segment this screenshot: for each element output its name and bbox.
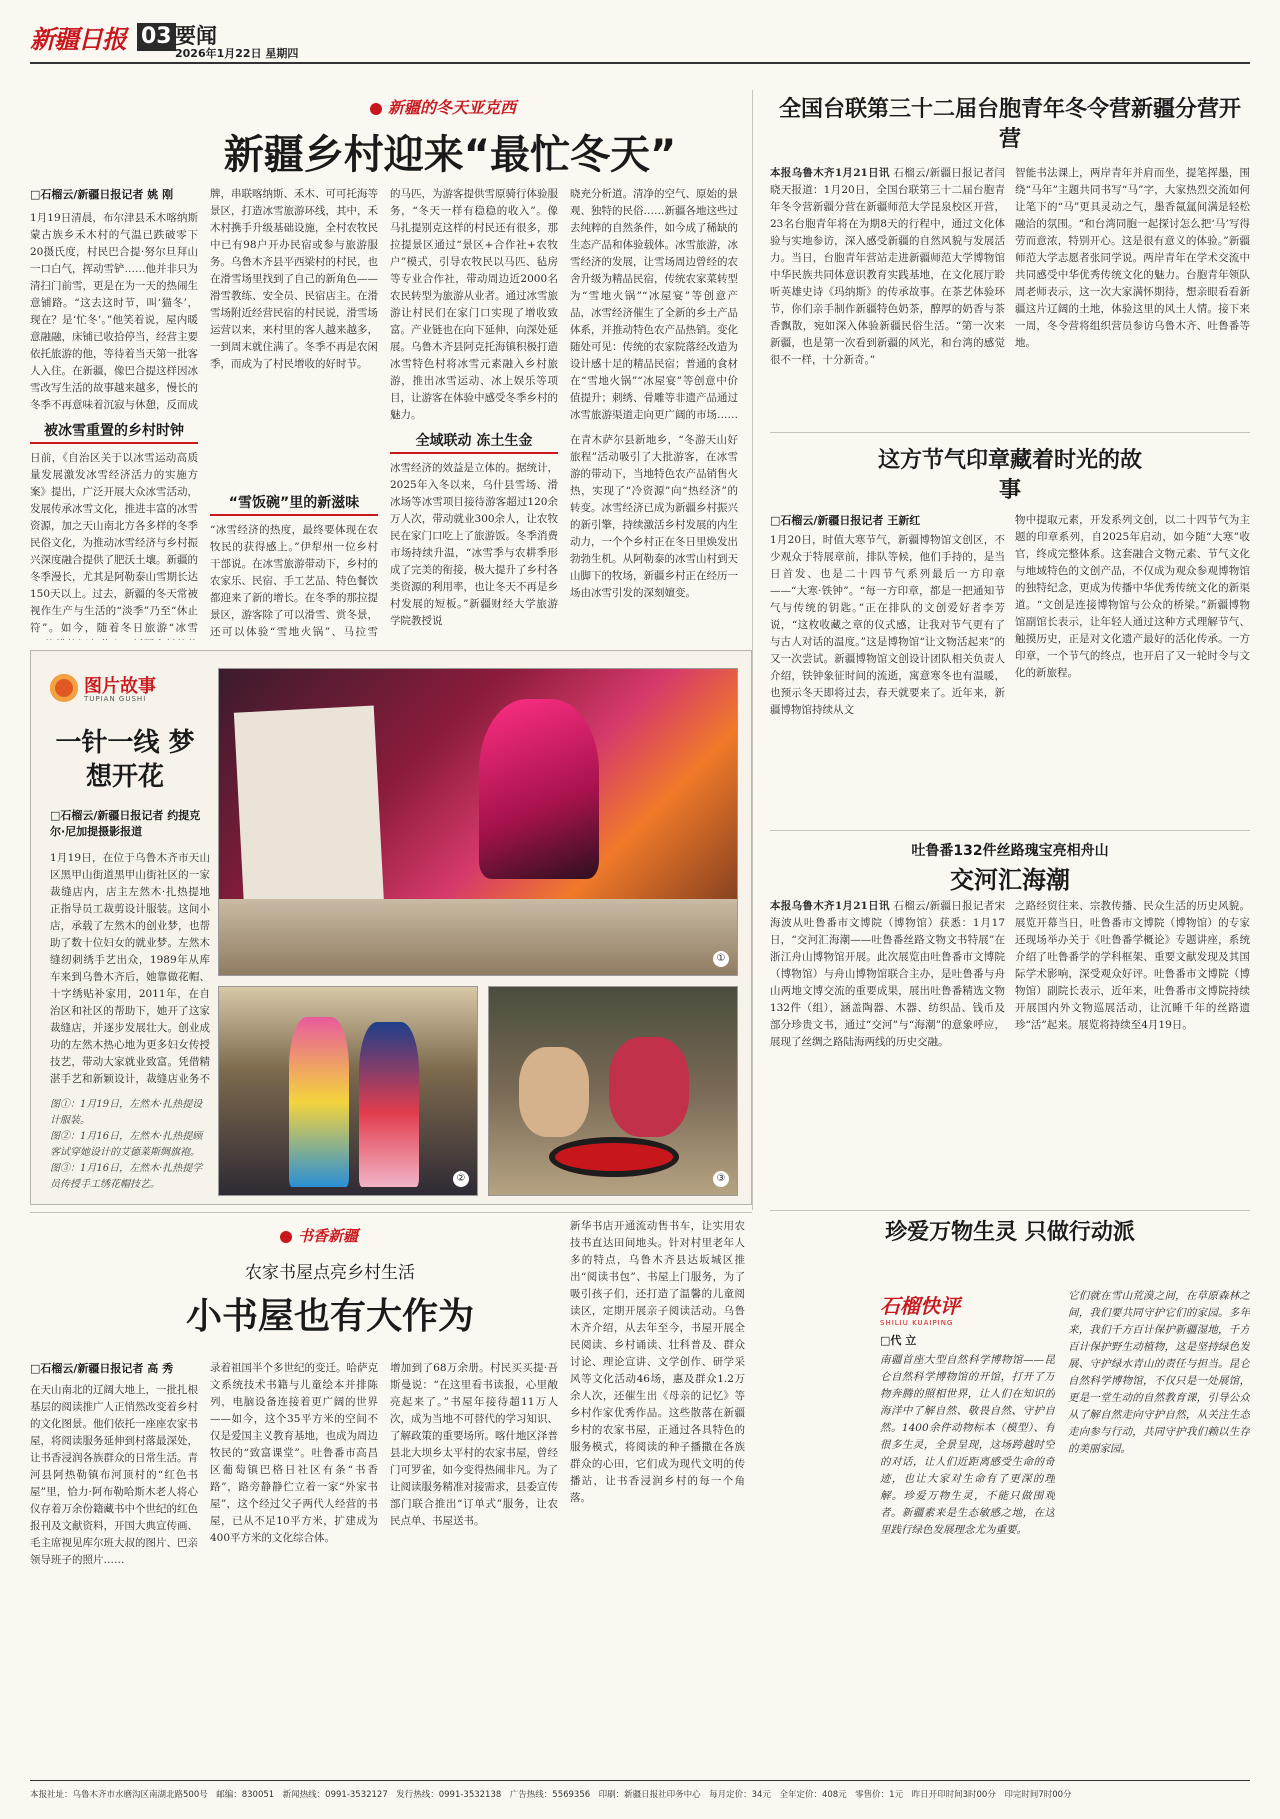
photo-2-number: ② <box>453 1171 469 1187</box>
right-top-col2: 智能书法课上，两岸青年并肩而坐，提笔挥墨，围绕“马年”主题共同书写“马”字，大家热烈交流如何让笔下的“马”更具灵动之气，墨香氤氲间满是轻松融洽的氛围。“和台湾同胞一起探讨怎么把‘马’写得劳而意浓，特别开心。这是很有意义的体验。”新疆师范大学志愿者张同学说。两岸青年在学术交流中共同感受中华优秀传统文化的魅力。台胞青年领队周老师表示，这一次大家满怀期待，想亲眼看看新疆这片辽阔的土地，体验这里的风土人情。接下来一周，冬令营将组织营员参访乌鲁木齐、吐鲁番等地。 <box>1015 167 1250 349</box>
right-bottom-col2: 它们就在雪山荒漠之间，在草原森林之间，我们要共同守护它们的家园。多年来，我们千方百计保护新疆湿地，千方百计保护野生动植物，这是坚持绿色发展、守护绿水青山的责任与担当。昆仑自然科学博物馆，不仅只是一处展馆，更是一堂生动的自然教育课，引导公众从了解自然走向守护自然，从关注生态走向参与行动，共同守护我们赖以生存的美丽家园。 <box>1068 1290 1250 1455</box>
footer-info: 本报社址：乌鲁木齐市水磨沟区南湖北路500号 邮编：830051 新闻热线：0991-3532127 发行热线：0991-3532138 广告热线：5569356 印刷：新疆日报社印务中心 每月定价：34元 全年定价：408元 零售价：1元 昨日开印时间3时00分 印完时间7时00分 <box>30 1790 1072 1800</box>
book-story-headline: 小书屋也有大作为 <box>185 1296 474 1337</box>
right-mid-byline: □石榴云/新疆日报记者 王新红 <box>770 514 921 527</box>
main-subhead-2: “雪饭碗”里的新滋味 <box>228 495 360 511</box>
student-figure <box>519 1047 589 1137</box>
photo-story-brand-en: TUPIAN GUSHI <box>84 695 147 703</box>
issue-date: 2026年1月22日 星期四 <box>175 47 299 60</box>
right-top-headline: 全国台联第三十二届台胞青年冬令营新疆分营开营 <box>778 97 1241 152</box>
column-name: 石榴快评 <box>880 1294 960 1318</box>
caption-2: 图②：1月16日，左然木·扎热提顾客试穿她设计的艾德莱斯绸旗袍。 <box>50 1131 203 1158</box>
right-top-col1: 本报乌鲁木齐1月21日讯 石榴云/新疆日报记者闫晓天报道：1月20日，全国台联第三十二届台胞青年冬令营新疆分营在新疆师范大学昆泉校区开营，23名台胞青年将在为期8天的行程中，通过文化体验与实地参访，深入感受新疆的自然风貌与发展活力。当日，台胞青年营站走进新疆师范大学博物馆中华民族共同体意识教育实践基地，在文化展厅聆听英雄史诗《玛纳斯》的传承故事。在茶艺体验环节，你们亲手制作新疆特色奶茶，醇厚的奶香与茶香飘散，宛如深入体验新疆民俗生活。“第一次来新疆，也是第一次看到新疆的风光，和台湾的感觉很不一样，十分新奇。” <box>770 167 1005 366</box>
caption-1: 图①：1月19日，左然木·扎热提设计服装。 <box>50 1099 203 1126</box>
book-story-byline: □石榴云/新疆日报记者 高 秀 <box>30 1362 174 1375</box>
main-col3b: 冰雪经济的效益是立体的。据统计，2025年入冬以来，乌什县雪场、滑冰场等冰雪项目接待游客超过120余万人次，带动就业300余人，让农牧民在家门口吃上了旅游饭。冬季消费市场持续升温，“冰雪季与农耕季形成了完美的衔接，极大提升了乡村各类资源的利用率，也让冬天不再是乡村发展的短板。”新疆财经大学旅游学院教授说 <box>390 462 558 627</box>
main-col4b: 在青木萨尔县新地乡，“冬游天山好旅程”活动吸引了大批游客，在冰雪游的带动下，当地特色农产品销售火热，实现了“冷资源”向“热经济”的转变。冰雪经济已成为新疆乡村振兴的新引擎，持续激活乡村发展的内生动力，一个个乡村正在冬日里焕发出勃勃生机。从阿勒泰的冰雪山村到天山脚下的牧场，新疆乡村正在经历一场由冰雪引发的深刻嬗变。 <box>570 434 738 599</box>
right-bottom-headline: 珍爱万物生灵 只做行动派 <box>885 1220 1135 1245</box>
photo-story-headline: 一针一线 梦想开花 <box>55 728 195 792</box>
photo-story-brand-cn: 图片故事 <box>84 676 156 697</box>
dress-figure-2 <box>359 1022 419 1187</box>
book-col1: 在天山南北的辽阔大地上，一批扎根基层的阅读推广人正悄然改变着乡村的文化图景。他们依托一座座农家书屋，将阅读服务延伸到村落最深处，让书香浸润各族群众的日常生活。青河县阿热勒镇布河顶村的“红色书屋”里，恰力·阿布勒哈斯木老人将心仪存着万余份籍藏书中个世纪的红色报刊及文献资料，开国大典宣传画、毛主席视见库尔班大叔的图片、巴亲领导班子的照片…… <box>30 1384 198 1566</box>
main-col4: 晓充分析道。清净的空气、原始的景观、独特的民俗……新疆各地这些过去纯粹的自然条件，如今成了稀缺的生态产品和体验载体。冰雪旅游，冰雪经济的发展，让雪场周边曾经的农舍升级为精品民宿，传统农家菜转型为“雪地火锅”“冰屋宴”等创意产品，冰雪经济催生了全新的乡土产品体系，并推动特色农产品热销。变化随处可见：传统的农家院落经改造为设计感十足的精品民宿；普通的食材在“雪地火锅”“冰屋宴”等创意中价值提升；刺绣、骨雕等非遗产品通过冰雪旅游渠道走向更广阔的市场…… <box>570 188 738 421</box>
main-col2b: “冰雪经济的热度，最终要体现在农牧民的获得感上。”伊犁州一位乡村干部说。在冰雪旅游带动下，乡村的农家乐、民宿、手工艺品、特色餐饮都迎来了新的增长。在冬季的那拉提景区，游客除了可以滑雪、赏冬景，还可以体验“雪地火锅”、马拉雪 <box>210 524 378 638</box>
photo-story-brand <box>50 672 200 708</box>
book-col4: 新华书店开通流动售书车，让实用农技书直达田间地头。针对村里老年人多的特点，乌鲁木齐县达坂城区推出“阅读书包”、书屋上门服务，为了吸引孩子们，还打造了温馨的儿童阅读区，定期开展亲子阅读活动。乌鲁木齐介绍，从去年至今，书屋开展全民阅读、乡村诵读、壮科普及、群众讨论、理论宣讲、文学创作、研学采风等文化活动46场，惠及群众1.2万余人次，还催生出《母亲的记忆》等乡村作家优秀作品。这些散落在新疆乡村的农家书屋，正通过各具特色的服务模式，将阅读的种子播撒在各族群众的心田，它们成为现代文明的传播站，让书香浸润乡村的每一个角落。 <box>570 1220 745 1504</box>
right-bottom-byline: □代 立 <box>880 1334 917 1347</box>
right-low-kicker: 吐鲁番132件丝路瑰宝亮相舟山 <box>911 843 1109 859</box>
photo-story-text: 1月19日，在位于乌鲁木齐市天山区黑甲山街道黑甲山街社区的一家裁缝店内，店主左然木·扎热提地正指导员工裁剪设计服装。这间小店，承载了左然木的创业梦，也帮助了数十位妇女的就业梦。左然木缝纫刺绣手艺出众，1989年从库车来到乌鲁木齐后，她靠做花帽、十字绣贴补家用，2011年，在自治区和社区的帮助下，她开了这家裁缝店，并逐步发展壮大。创业成功的左然木热心地为更多妇女传授技艺，带动大家就业致富。凭借精湛手艺和新颖设计，裁缝店业务不 <box>50 852 210 1085</box>
right-low-col1: 本报乌鲁木齐1月21日讯 石榴云/新疆日报记者宋海波从吐鲁番市文博院（博物馆）获悉：1月17日，“交河汇海潮——吐鲁番丝路文物文书特展”在浙江舟山博物馆开展。此次展览由吐鲁番市文博院（博物馆）与舟山博物馆联合主办，是吐鲁番与舟山两地文博交流的重要成果，展出吐鲁番精选文物132件（组），涵盖陶器、木器、纺织品、钱币及部分珍贵文书，通过“交河”与“海潮”的意象呼应，展现了丝绸之路陆海两线的历史交融。 <box>770 900 1005 1048</box>
photo-2 <box>218 986 478 1196</box>
photo-story-byline: □石榴云/新疆日报记者 约提克尔·尼加提摄影报道 <box>50 809 201 838</box>
right-mid-col2: 物中提取元素，开发系列文创，以二十四节气为主题的印章系列，自2025年启动，如今随“大寒”收官，终成完整体系。这套融合文物元素、节气文化与地域特色的文创产品，不仅成为观众参观博物馆的独特纪念，更成为传播中华优秀传统文化的新渠道。“文创是连接博物馆与公众的桥梁。”新疆博物馆副馆长表示，让年轻人通过这种方式理解节气、触摸历史，正是对文化遗产最好的活化传承。一方印章，一个节气的终点，也开启了又一轮时令与文化的新旅程。 <box>1015 514 1250 679</box>
dress-figure-1 <box>289 1017 349 1187</box>
camera-icon <box>50 674 78 702</box>
main-headline: 新疆乡村迎来“最忙冬天” <box>223 132 677 178</box>
right-bottom-col1: 南疆首座大型自然科学博物馆——昆仑自然科学博物馆的开馆，打开了万物奔腾的照相世界，让人们在知识的海洋中了解自然、敬畏自然、守护自然。1400余件动物标本（模型）、有很多生灵，全景呈现，这场跨越时空的对话，让人们近距离感受生命的奇迹，也让大家对生命有了更深的理解。珍爱万物生灵，不能只做围观者。新疆素来是生态敏感之地，在这里践行绿色发展理念尤为重要。 <box>880 1354 1055 1536</box>
right-low-headline: 交河汇海潮 <box>950 866 1070 894</box>
main-subhead-3: 全域联动 冻土生金 <box>415 433 533 449</box>
page-number: 03 <box>137 23 176 51</box>
teacher-figure <box>609 1037 689 1137</box>
main-col2: 牌，串联喀纳斯、禾木、可可托海等景区，打造冰雪旅游环线，其中，禾木村携手升级基础设施，全村农牧民中已有98户开办民宿或参与旅游服务。乌鲁木齐县平西梁村的村民，也在滑雪场里找到了自己的新角色——滑雪教练、安全员、民宿店主。在滑雪场附近经营民宿的村民说，滑雪场运营以来，来村里的客人越来越多，一到周末就住满了。冬季不再是农闲季，而成为了村民增收的好时节。 <box>210 188 378 370</box>
newspaper-logo: 新疆日报 <box>30 25 127 54</box>
main-story-kicker: 新疆的冬天亚克西 <box>370 95 516 118</box>
section-title: 要闻 <box>175 24 217 48</box>
book-col2: 录着祖国半个多世纪的变迁。哈萨克文系统技术书籍与儿童绘本并排陈列，电脑设备连接着更广阔的世界——如今，这个35平方米的空间不仅是爱国主义教育基地，也成为周边牧民的“致富课堂”。吐鲁番市高昌区葡萄镇巴格日社区有条“书香路”，路旁静静伫立着一家“外家书屋”，这个经过父子两代人经营的书屋，已从不足10平方米，扩建成为400平方米的文化综合体。 <box>210 1362 378 1544</box>
main-byline: □石榴云/新疆日报记者 姚 刚 <box>30 188 174 201</box>
main-col1b: 日前，《自治区关于以冰雪运动高质量发展激发冰雪经济活力的实施方案》提出，广泛开展大众冰雪活动，发展传承冰雪文化，推进丰富的冰雪资源，加之天山南北方各多样的冬季民俗文化，为推动冰雪经济与乡村振兴深度融合提供了肥沃土壤。新疆的冬季漫长，尤其是阿勒泰山雪期长达150天以上。过去，新疆的冬天常被视作生产与生活的“淡季”乃至“休止符”。如今，随着冬日旅游“冰雪 <box>30 452 198 634</box>
right-mid-headline: 这方节气印章藏着时光的故事 <box>877 448 1142 503</box>
column-en: SHILIU KUAIPING <box>880 1319 954 1327</box>
right-low-lead: 本报乌鲁木齐1月21日讯 <box>770 900 890 912</box>
right-low-col2: 之路经贸往来、宗教传播、民众生活的历史风貌。展览开幕当日，吐鲁番市文博院（博物馆）的专家还现场举办关于《吐鲁番学概论》专题讲座，系统介绍了吐鲁番学的学科框架、重要文献发现及其国际学术影响，深受观众好评。吐鲁番市文博院（博物馆）副院长表示，近年来，吐鲁番市文博院持续开展国内外文物巡展活动，让沉睡千年的丝路遗珍“活”起来。展览将持续至4月19日。 <box>1015 900 1250 1031</box>
book-story-subhead: 农家书屋点亮乡村生活 <box>245 1263 415 1283</box>
caption-3: 图③：1月16日，左然木·扎热提学员传授手工绣花帽技艺。 <box>50 1163 203 1190</box>
main-col3: 的马匹，为游客提供雪原骑行体验服务，“冬天一样有稳稳的收入”。像马扎提别克这样的村民还有很多，那拉提景区通过“景区+合作社+农牧户”模式，引导农牧民以马匹、毡房等专业合作社，带动周边近2000名农民转型为旅游从业者。通过冰雪旅游让村民们在家门口实现了增收致富。产业链也在向下延伸，向深处延展。乌鲁木齐县阿克托海镇积极打造冰雪特色村将冰雪元素融入乡村旅游，推出冰雪运动、冰上娱乐等项目，让游客在体验中感受冬季乡村的魅力。 <box>390 188 558 421</box>
main-col1: 1月19日清晨，布尔津县禾木喀纳斯蒙古族乡禾木村的气温已跌破零下20摄氏度，村民巴合提·努尔旦拜山一口白气，挥动雪铲……他并非只为清扫门前雪，更是在为一天的热闹生意铺路。“这去这时节，叫‘猫冬’，现在？是‘忙冬’。”他笑着说，屋内暖意融融，床铺已收拾停当，经营主要依托旅游的他，等待着当天第一批客人入住。在新疆，像巴合提这样因冰雪改写生活的故事越来越多，慢长的冬季不再意味着沉寂与休憩，反而成 <box>30 212 198 410</box>
photo-captions <box>50 1097 210 1197</box>
book-col3: 增加到了68万余册。村民买买提·吾斯曼说：“在这里看书读报，心里敞亮起来了。”书屋年接待超11万人次，成为当地不可替代的学习知识、了解政策的重要场所。喀什地区泽普县北大坝乡太平村的农家书屋，曾经门可罗雀，如今变得热闹非凡。为了让阅读服务精准对接需求，县委宣传部门联合推出“订单式”服务，让农民点单、书屋送书。 <box>390 1362 558 1527</box>
designer-figure <box>479 699 599 879</box>
right-mid-col1: 1月20日，时值大寒节气，新疆博物馆文创区，不少观众于特展章前，排队等候，他们手持的，是当日首发、也是二十四节气系列最后一方印章——“大寒·铁钟”。“每一方印章，都是一把通知节气与传统的钥匙。”正在排队的文创爱好者李芳说，“这枚收藏之章的仪式感，让我对节气更有了与古人对话的温度。”这是博物馆“让文物活起来”的又一次尝试。新疆博物馆文创设计团队相关负责人介绍，铁钟象征时间的流逝，寓意寒冬也有温暖，也预示冬天即将过去，春天就要来了。近年来，新疆博物馆持续从文 <box>770 534 1005 716</box>
column-brand <box>880 1290 1000 1326</box>
sketch-board <box>234 705 384 912</box>
work-table <box>219 899 738 976</box>
photo-3 <box>488 986 738 1196</box>
photo-3-number: ③ <box>713 1171 729 1187</box>
photo-1 <box>218 668 738 976</box>
embroidered-cap <box>549 1137 679 1177</box>
main-subhead-1: 被冰雪重置的乡村时钟 <box>44 423 184 439</box>
book-story-kicker: 书香新疆 <box>280 1225 358 1246</box>
photo-1-number: ① <box>713 951 729 967</box>
masthead <box>30 20 1250 60</box>
right-top-lead: 本报乌鲁木齐1月21日讯 <box>770 167 890 179</box>
